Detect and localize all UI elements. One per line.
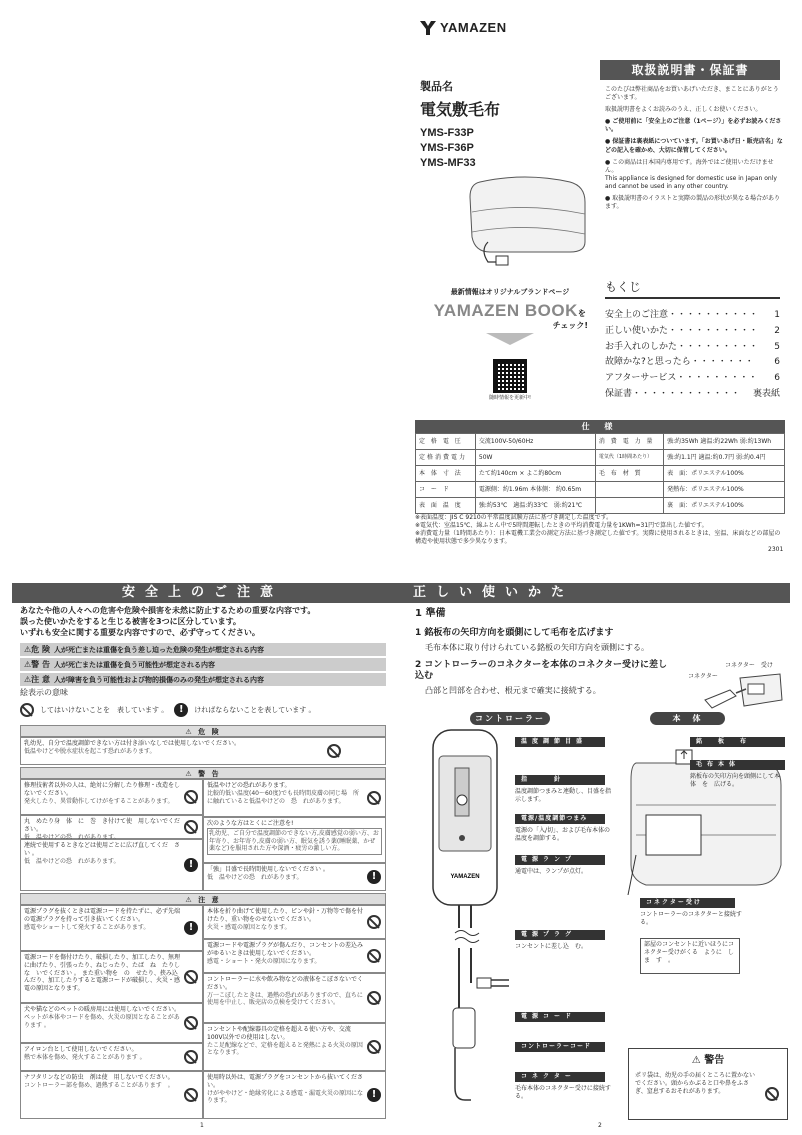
- label-controller-cord: コントローラーコード: [515, 1042, 605, 1052]
- body-section-label: 本 体: [650, 712, 725, 725]
- intro-read-note: 取扱説明書をよくお読みのうえ、正しくお使いください。: [605, 106, 762, 114]
- warning-header: ⚠ 警 告: [20, 767, 386, 779]
- caution-item: 本体を折り曲げて使用したり、ピンや針・万物等で傷を付けたり、重い物をのせないでください。 火災・感電の原因となります。: [203, 905, 386, 939]
- connector-desc: 毛布本体のコネクター受けに接続する。: [515, 1085, 611, 1100]
- promo-note: 随時情報を更新中!: [488, 395, 531, 401]
- label-blanket-body: 毛布本体: [690, 760, 785, 770]
- mandatory-icon: !: [367, 870, 381, 884]
- section-band: [12, 583, 790, 603]
- label-power-lamp: 電源ランプ: [515, 855, 605, 865]
- intro-bullet: ● ご使用前に「安全上のご注意（1ページ）」を必ずお読みください。: [605, 118, 782, 134]
- spec-title: 仕 様: [415, 420, 785, 433]
- level-caution: ⚠注 意 人が障害を負う可能性および物的損傷のみの発生が想定される内容: [20, 673, 386, 686]
- step-2-title: 2 コントローラーのコネクターを本体のコネクター受けに差し込む: [415, 660, 668, 682]
- danger-header: ⚠ 危 険: [20, 725, 386, 737]
- mandatory-icon: !: [174, 703, 188, 717]
- warning-item: 次のような方はとくにご注意を! 乳幼児、ご自分で温度調節のできない方,皮膚感覚の弱い方、お年寄り、お年寄り,皮膚の弱い方、眠気を誘う薬(睡眠薬、かぜ薬など)を服用された方や深酒・疲労の激しい方。: [203, 817, 386, 863]
- section-title: 1 準備: [415, 608, 446, 619]
- toc-item[interactable]: お手入れのしかた・・・・・・・・・ 5: [605, 341, 780, 352]
- mandatory-icon: !: [184, 858, 198, 872]
- warning-item: 低温やけどの恐れがあります。 比較的低い温度(40～60度)でも長時間皮膚の同じ場 所 に触れていると低温やけどの 恐 れがあります。: [203, 779, 386, 817]
- toc-item[interactable]: アフターサービス・・・・・・・・・ 6: [605, 373, 780, 383]
- blanket-illustration: [460, 172, 590, 267]
- spec-table: [415, 433, 785, 514]
- prohibited-icon: [184, 820, 198, 834]
- power-plug-desc: コンセントに差し込 む。: [515, 943, 588, 950]
- intro-text: [605, 86, 783, 215]
- caution-header: ⚠ 注 意: [20, 893, 386, 905]
- controller-illustration: [425, 728, 515, 1108]
- model-number: YMS-MF33: [420, 156, 476, 169]
- level-danger: ⚠危 険 人が死亡または重傷を負う差し迫った危険の発生が想定される内容: [20, 643, 386, 656]
- warning-item: 丸 めたり身 体 に 巻 き付けて使 用しないでください。 低 温やけどの恐 れがあります。: [20, 815, 203, 839]
- placement-tip: 部屋のコンセントに近いほうにコネクター受けがくる ように し ま す 。: [640, 938, 740, 974]
- danger-item: 乳幼児、自分で温度調節できない方は付き添いなしでは使用しないでください。 低温やけどや脱水症状を起こす恐れがあります。: [20, 737, 386, 765]
- brand-logo: [420, 20, 507, 36]
- blanket-body-desc: 銘板布の矢印方向を頭側にして本体 を 広げる。: [690, 773, 781, 788]
- product-name: 電気敷毛布: [420, 100, 501, 119]
- label-pointer: 指 針: [515, 775, 605, 785]
- doc-type-banner: 取扱説明書・保証書: [600, 60, 780, 80]
- prohibited-icon: [327, 744, 341, 758]
- model-number: YMS-F36P: [420, 141, 474, 154]
- caution-item: ナフタリンなどの防虫 剤は使 用しないでください。 コントローラー部を傷め、過熱することがあります 。: [20, 1071, 203, 1119]
- prohibited-icon: [184, 1088, 198, 1102]
- label-power-plug: 電源プラグ: [515, 930, 605, 940]
- caution-item: アイロン台として使用しないでください。 熱で本体を傷め、発火することがあります 。: [20, 1043, 203, 1071]
- connector-illustration: [700, 670, 785, 712]
- label-connector: コネクター: [515, 1072, 605, 1082]
- intro-bullet: ● 保証書は裏表紙についています。「お買いあげ日・販売店名」などの記入を確かめ、大切に保管してください。: [605, 138, 783, 154]
- promo-line: 最新情報はオリジナルブランドページ: [450, 288, 570, 296]
- intro-bullet: ● この商品は日本国内専用です。海外ではご使用いただけません。 This appliance is designed for domestic use in Japan only and cannot be used in any other country.: [605, 158, 777, 190]
- prohibited-icon: [184, 1016, 198, 1030]
- warning-item: 「強」目盛で長時間使用しないでください 。 低 温やけどの恐 れがあります。 !: [203, 863, 386, 891]
- caution-item: 電源コードや電源プラグが傷んだり、コンセントの差込みがゆるいときは使用しないでください。 感電・ショート・発火の原因になります。: [203, 939, 386, 973]
- plastic-bag-warning: [628, 1048, 788, 1120]
- toc-item[interactable]: 故障かな?と思ったら・・・・・・・ 6: [605, 357, 780, 368]
- brand-page-promo: [430, 288, 590, 401]
- connector-receiver-desc: コントローラーのコネクターと接続する。: [640, 911, 742, 926]
- label-connector-receiver: コネクター受け: [640, 898, 735, 908]
- pointer-desc: 温度調節つまみと連動し、目盛を指示します。: [515, 788, 612, 803]
- toc-item[interactable]: 安全上のご注意・・・・・・・・・・ 1: [605, 310, 780, 320]
- prohibited-icon: [367, 949, 381, 963]
- warning-item: 修理技術者以外の人は、絶対に分解したり修理・改造をしないでください。 発火したり、異常動作してけがをすることがあります。: [20, 779, 203, 815]
- label-temp-scale: 温度調節目盛: [515, 737, 605, 747]
- table-row: 本 体 寸 法 たて約140cm × よこ約80cm 毛 布 材 質 表 面：ポリエステル100%: [416, 466, 785, 482]
- intro-bullet: ● 取扱説明書のイラストと実際の製品の形状が異なる場合があります。: [605, 195, 780, 211]
- power-lamp-desc: 通電中は、ランプが点灯。: [515, 868, 588, 875]
- toc-item[interactable]: 保証書・・・・・・・・・・・・ 裏表紙: [605, 388, 780, 399]
- table-row: コ ー ド 電源側：約1.96m 本体側： 約0.65m 発熱布：ポリエステル100%: [416, 482, 785, 498]
- step-1-title: 1 銘板布の矢印方向を頭側にして毛布を広げます: [415, 628, 614, 638]
- table-of-contents: [605, 308, 780, 403]
- controller-section-label: コントローラー: [470, 712, 550, 725]
- caution-item: 犬や猫などのペットの暖房用には使用しないでください。 ペットが本体やコードを傷め、火災の原因となることがあります 。: [20, 1003, 203, 1043]
- page-number: 1: [200, 1122, 204, 1129]
- qr-code-icon[interactable]: [493, 359, 527, 393]
- step-1-desc: 毛布本体に取り付けられている銘板の矢印方向を頭側にする。: [425, 643, 649, 652]
- intro-english: This appliance is designed for domestic use in Japan only and cannot be used in any other country.: [605, 174, 777, 190]
- connector-label: コネクター: [688, 673, 718, 680]
- level-warning: ⚠警 告 人が死亡または重傷を負う可能性が想定される内容: [20, 658, 386, 671]
- caution-item: 電源コードを傷付けたり、破損したり、加工したり、無理に曲げたり、引張ったり、ねじったり、たば ね たりしな いでください 。 また重い物を の せたり、挟み込んだり、加工したりすると電源コードが破損し、火災・感電の原因となります。: [20, 951, 203, 1003]
- caution-item: コントローラーに水や飲み物などの液体をこぼさないでください。 万一こぼしたときは、過熱の恐れがありますので、直ちに使用を中止し、販売店の点検を受けてください。: [203, 973, 386, 1023]
- intro-greeting: このたびは弊社商品をお買いあげいただき、まことにありがとうございます。: [605, 86, 779, 102]
- safety-intro: あなたや他の人々への危害や危険や損害を未然に防止するための重要な内容です。 誤った使いかたをすると生じる被害を3つに区分しています。 いずれも安全に関する重要な内容ですので、必ず守ってください。: [20, 606, 316, 637]
- caution-item: 電源プラグを抜くときは電源コードを持たずに、必ず先端の電源プラグを持って引き抜いてください。 感電やショートして発火することがあります。 !: [20, 905, 203, 951]
- table-row: 定 格 電 圧 交流100V-50/60Hz 消 費 電 力 量 強:約35Wh 適温:約22Wh 弱:約13Wh: [416, 434, 785, 450]
- yamazen-logo-icon: [420, 21, 436, 35]
- spec-notes: ※表面温度：JIS C 9210の平常温度試験方法に基づき測定した温度です。 ※電気代：室温15℃、綿ふとん中で5時間運転したときの平均消費電力量を1KWh=31円で算出した値です。 ※消費電力量（1時間あたり）：日本電機工業会の測定方法に基づき測定した値です。実際に使用されるときは、室温、床面などの部屋の構造や使用状態で多少異なります。: [415, 514, 781, 546]
- prohibited-icon: [367, 915, 381, 929]
- prohibited-icon: [184, 790, 198, 804]
- promo-brand: YAMAZEN BOOKを: [433, 300, 587, 320]
- promo-check: チェック!: [552, 321, 588, 330]
- connector-receiver-label: コネクター 受け: [725, 662, 773, 669]
- toc-item[interactable]: 正しい使いかた・・・・・・・・・・ 2: [605, 325, 780, 336]
- band-left-title: 安全上のご注意: [122, 585, 284, 600]
- page-number: 2: [598, 1122, 602, 1129]
- mandatory-icon: !: [367, 1088, 381, 1102]
- prohibited-icon: [367, 1040, 381, 1054]
- warning-item: 連続で使用するときなどは使用ごとに広げ直してくだ さい 。 低 温やけどの恐 れがあります。 !: [20, 839, 203, 891]
- toc-title: もくじ: [605, 280, 780, 299]
- prohibited-icon: [184, 1050, 198, 1064]
- label-power-cord: 電源コード: [515, 1012, 605, 1022]
- symbol-meaning-title: 絵表示の意味: [20, 688, 68, 697]
- doc-code: 2301: [768, 546, 784, 553]
- product-label: 製品名: [420, 80, 453, 93]
- label-power-knob: 電源/温度調節つまみ: [515, 814, 605, 824]
- model-list: [420, 126, 476, 171]
- symbol-meaning: してはいけないことを 表しています 。 ! ければならないことを表しています 。: [20, 703, 386, 717]
- table-row: 定格消費電力 50W 電気代（1時間あたり） 強:約1.1円 適温:約0.7円 弱:約0.4円: [416, 450, 785, 466]
- brand-name: YAMAZEN: [440, 20, 507, 35]
- band-right-title: 正しい使いかた: [413, 585, 575, 600]
- table-row: 表 面 温 度 強:約53℃ 適温:約33℃ 弱:約21℃ 裏 面：ポリエステル100%: [416, 498, 785, 514]
- prohibited-icon: [367, 991, 381, 1005]
- caution-item: 使用時以外は、電源プラグをコンセントから抜いてください。 けがややけど・絶縁劣化による感電・漏電火災の原因になります。 !: [203, 1071, 386, 1119]
- caution-item: コンセントや配線器具の定格を超える使い方や、交流100V以外での使用はしない。 たこ足配線などで、定格を超えると発熱による火災の原因となります。: [203, 1023, 386, 1071]
- prohibited-icon: [765, 1087, 779, 1101]
- power-knob-desc: 電源の「入/切」、および毛布本体の温度を調節する。: [515, 827, 611, 842]
- step-2-desc: 凸部と凹部を合わせ、根元まで確実に接続する。: [425, 686, 601, 695]
- label-nameplate: 銘 板 布: [690, 737, 785, 747]
- arrow-down-icon: [486, 333, 534, 345]
- prohibited-icon: [20, 703, 34, 717]
- warning-title: ⚠ 警告: [691, 1055, 725, 1066]
- prohibited-icon: [184, 970, 198, 984]
- model-number: YMS-F33P: [420, 127, 474, 139]
- mandatory-icon: !: [184, 921, 198, 935]
- controller-brand-text: YAMAZEN: [450, 874, 480, 880]
- warning-text: ポリ袋は、幼児の手の届くところに置かないでください。頭からかぶると口や鼻をふさぎ、窒息するおそれがあります。: [635, 1071, 756, 1095]
- prohibited-icon: [367, 791, 381, 805]
